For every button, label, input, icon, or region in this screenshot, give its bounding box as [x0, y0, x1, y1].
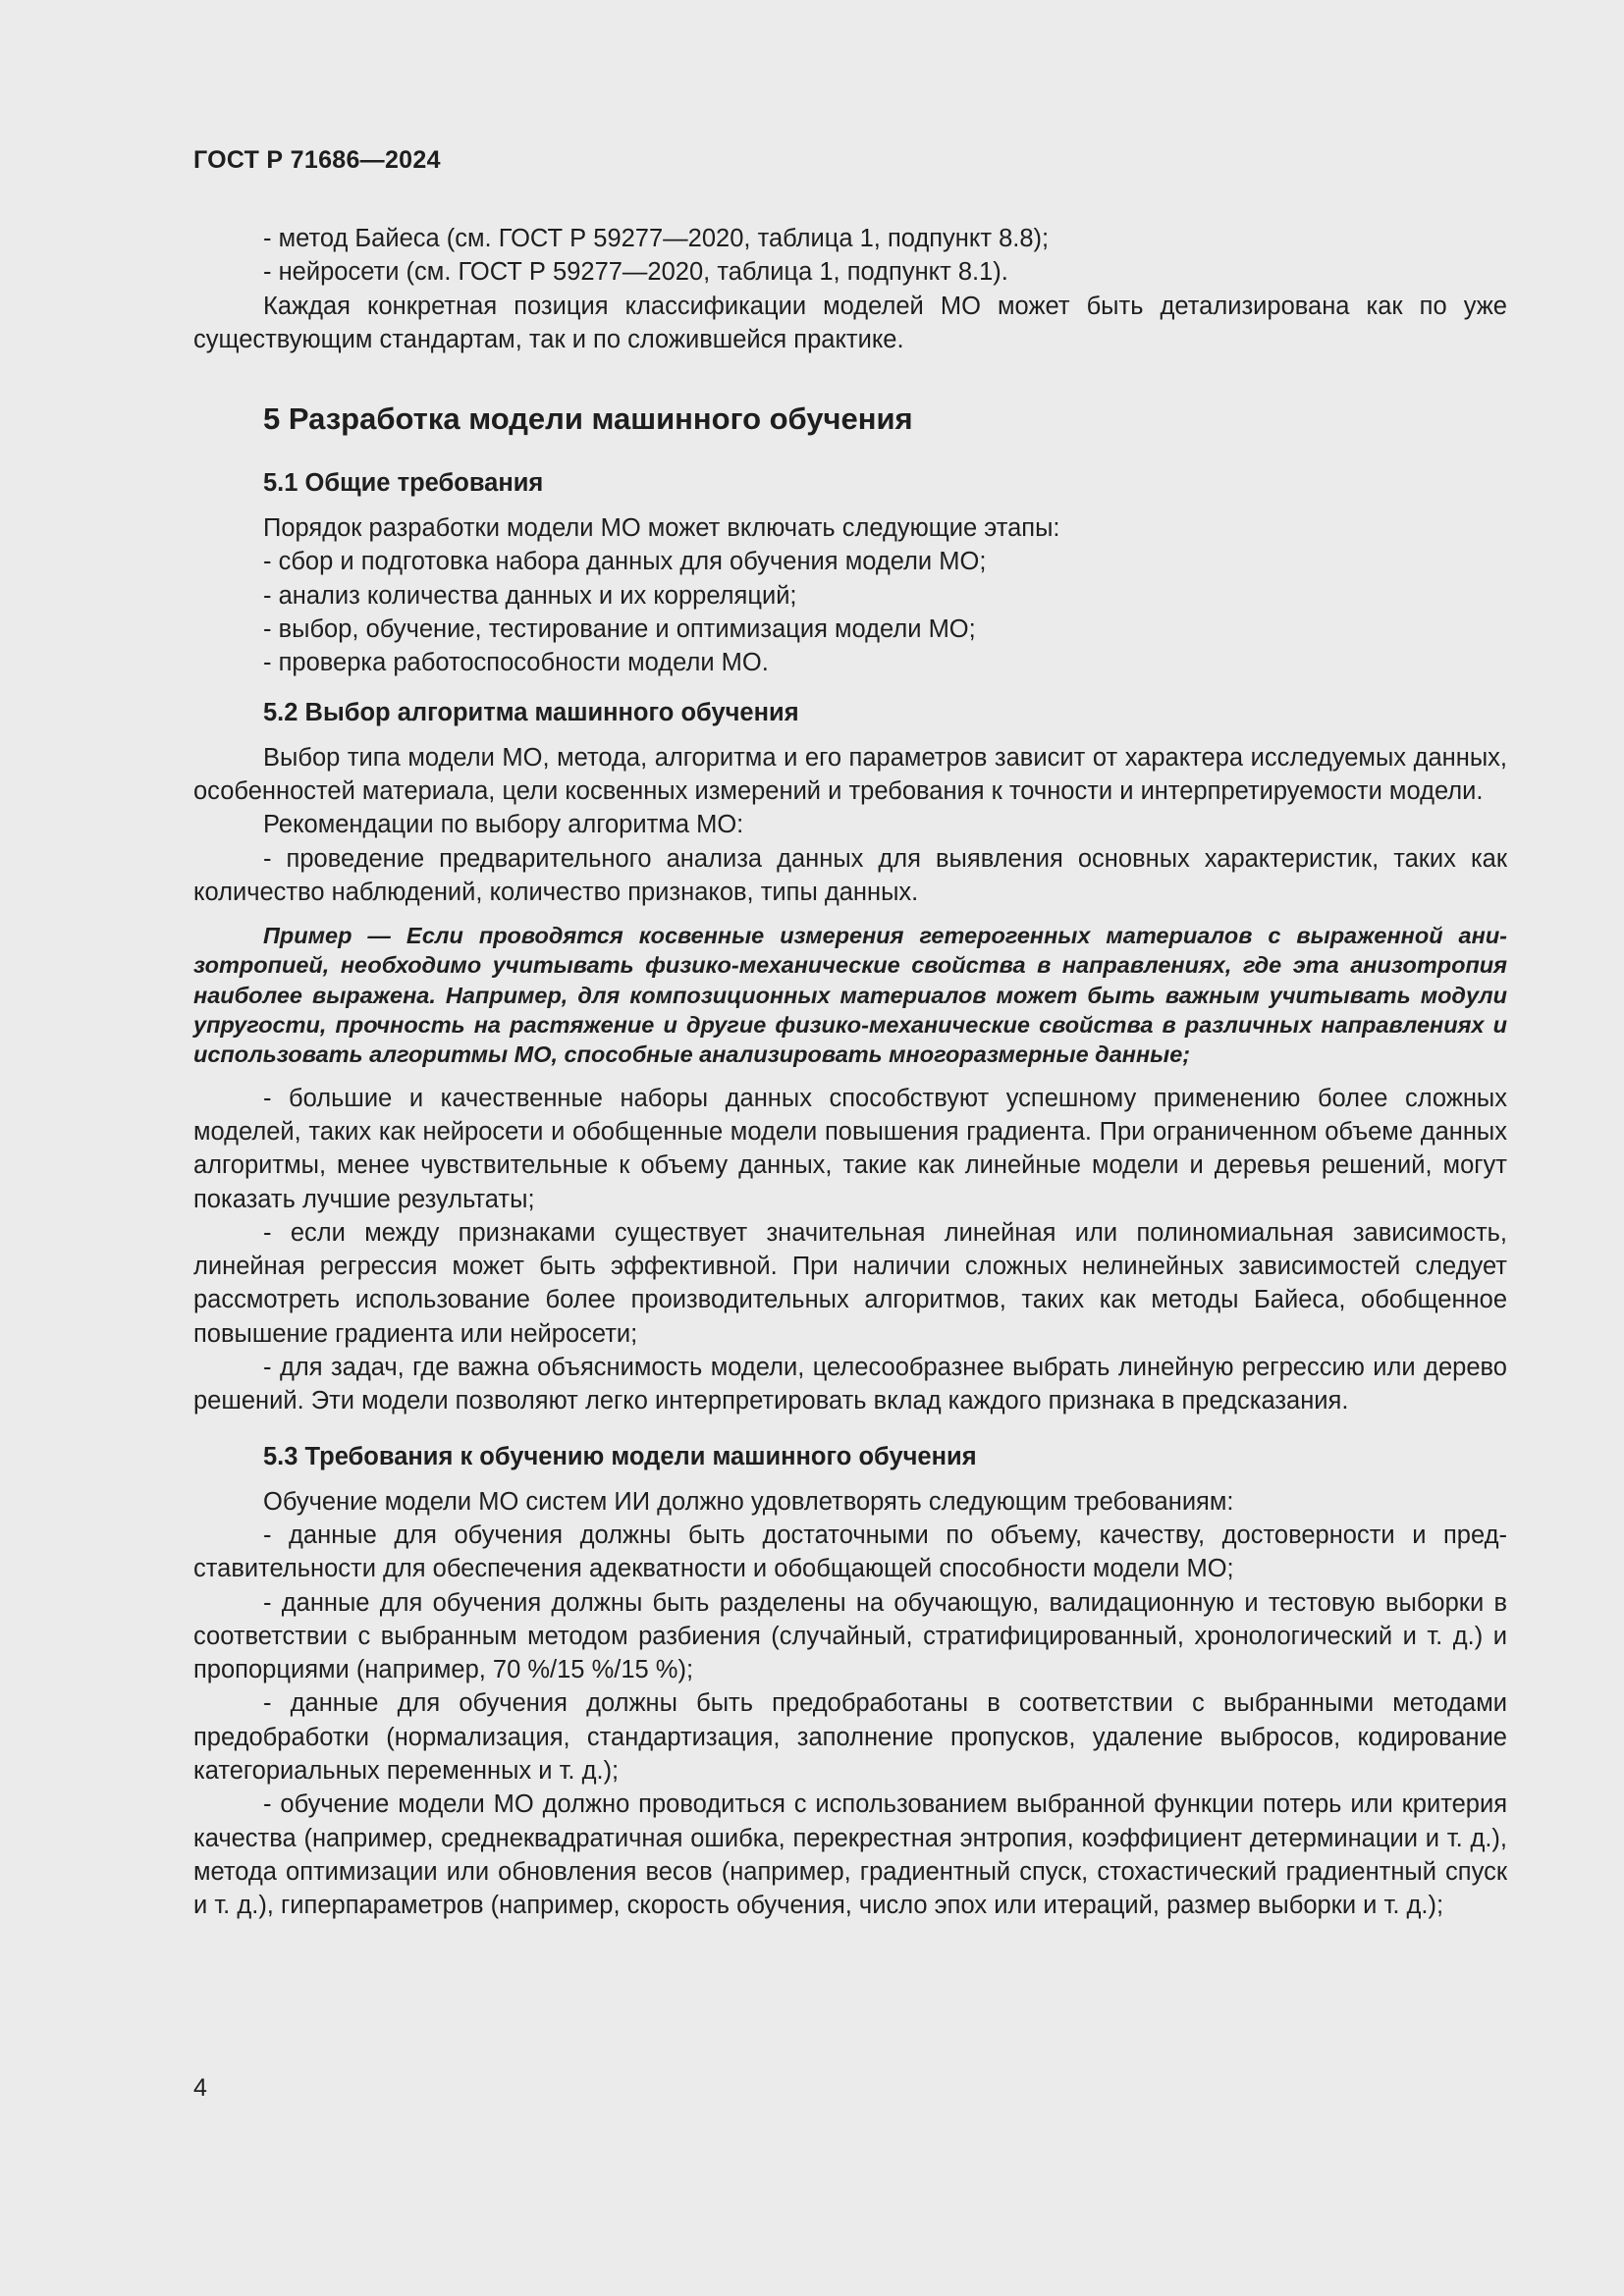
list-item: - данные для обучения должны быть разделены на обучающую, валидационную и тестовую выборки в соответствии с выбранным методом разбиения (случайный, стратифицированный, хронологический и т. д.) и пропорциями (например, 70 %/15 %/15 %);: [193, 1588, 1507, 1684]
list-item: - проверка работоспособности модели МО.: [263, 649, 769, 677]
paragraph: Каждая конкретная позиция классификации моделей МО может быть детализирована как по уже существующим стандартам, так и по сложившейся практике.: [193, 292, 1507, 353]
subsection-heading: 5.2 Выбор алгоритма машинного обучения: [263, 698, 799, 726]
section-heading: 5 Разработка модели машинного обучения: [263, 401, 913, 437]
document-body: [193, 222, 1507, 1922]
list-item: - если между признаками существует значительная линейная или полиномиальная зависимость, линейная регрессия может быть эффективной. При наличии сложных нелинейных зависимостей следует рассмотреть использование более производительных алгоритмов, таких как методы Байеса, обобщенное повышение градиента или нейросети;: [193, 1218, 1507, 1348]
list-item: - метод Байеса (см. ГОСТ Р 59277—2020, таблица 1, подпункт 8.8);: [263, 225, 1050, 252]
document-header: ГОСТ Р 71686—2024: [193, 146, 441, 174]
list-item: - анализ количества данных и их корреляций;: [263, 581, 797, 610]
list-item: - данные для обучения должны быть достаточными по объему, качеству, достоверности и представительности для обеспечения адекватности и обобщающей способности модели МО;: [193, 1521, 1507, 1583]
paragraph: Выбор типа модели МО, метода, алгоритма и его параметров зависит от характера исследуемых данных, особенностей материала, цели косвенных измерений и требования к точности и интерпретируемости модели.: [193, 743, 1507, 805]
subsection-heading: 5.3 Требования к обучению модели машинного обучения: [263, 1442, 977, 1470]
list-item: - проведение предварительного анализа данных для выявления основных характеристик, таких как количество наблюдений, количество признаков, типы данных.: [193, 844, 1507, 906]
list-item: - данные для обучения должны быть предобработаны в соответствии с выбранными методами предобработки (нормализация, стандартизация, заполнение пропусков, удаление выбросов, кодирование категориальных переменных и т. д.);: [193, 1689, 1507, 1785]
list-item: - выбор, обучение, тестирование и оптимизация модели МО;: [263, 615, 976, 644]
list-item: - нейросети (см. ГОСТ Р 59277—2020, таблица 1, подпункт 8.1).: [263, 258, 1008, 287]
list-item: - обучение модели МО должно проводиться с использованием выбранной функции потерь или критерия качества (например, среднеквадратичная ошибка, перекрестная энтропия, коэффициент детерминации и т. д.), метода оптимизации или обновления весов (например, градиентный спуск, стохастический градиентный спуск и т. д.), гиперпараметров (например, скорость обучения, число эпох или итераций, размер выборки и т. д.);: [193, 1790, 1507, 1920]
paragraph: Порядок разработки модели МО может включать следующие этапы:: [263, 514, 1060, 543]
list-item: - большие и качественные наборы данных способствуют успешному применению более сложных моделей, таких как нейросети и обобщенные модели повышения градиента. При ограниченном объеме данных алгоритмы, менее чувствительные к объему данных, такие как линейные модели и деревья решений, могут показать лучшие результаты;: [193, 1084, 1507, 1213]
list-item: - для задач, где важна объяснимость модели, целесообразнее выбрать линейную регрессию или дерево решений. Эти модели позволяют легко интерпретировать вклад каждого признака в предсказания.: [193, 1354, 1507, 1415]
example-note: Пример — Если проводятся косвенные измерения гетерогенных материалов с выраженной анизотропией, необходимо учитывать физико-механические свойства в направлениях, где эта анизотропия наиболее выражена. Например, для композиционных материалов может быть важным учитывать модули упругости, прочность на растяжение и другие физико-механические свойства в различных направлениях и использовать алгоритмы МО, способные анализировать многоразмерные данные;: [193, 923, 1507, 1068]
page-number: 4: [193, 2074, 207, 2102]
paragraph: Обучение модели МО систем ИИ должно удовлетворять следующим требованиям:: [263, 1487, 1234, 1516]
subsection-heading: 5.1 Общие требования: [263, 469, 544, 498]
list-item: - сбор и подготовка набора данных для обучения модели МО;: [263, 548, 987, 576]
paragraph: Рекомендации по выбору алгоритма МО:: [263, 811, 744, 839]
